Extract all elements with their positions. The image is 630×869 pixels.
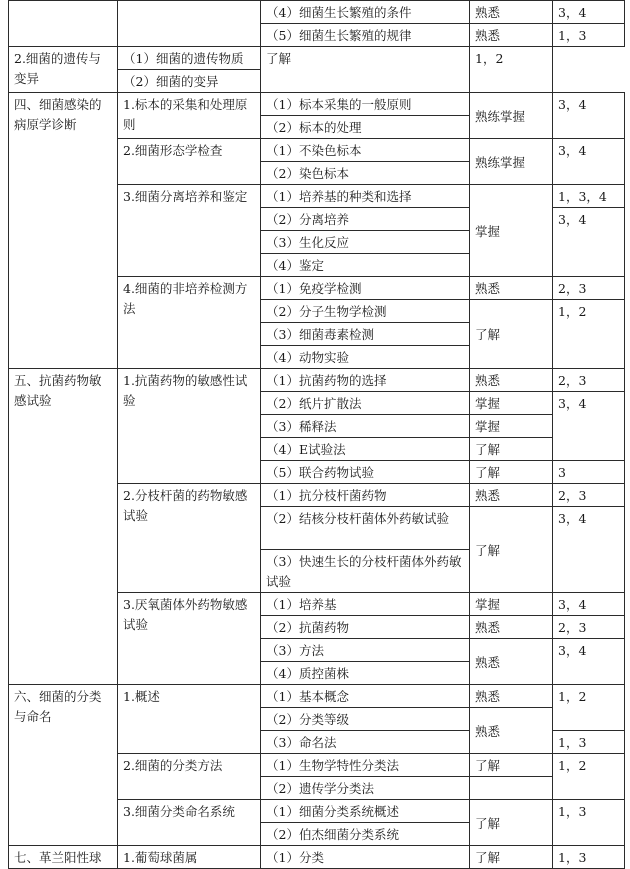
content-cell: （3）快速生长的分枝杆菌体外药敏试验 bbox=[261, 550, 470, 593]
content-cell: （5）联合药物试验 bbox=[261, 461, 470, 484]
level-cell: 了解 bbox=[261, 47, 470, 93]
content-cell: （5）细菌生长繁殖的规律 bbox=[261, 24, 470, 47]
level-cell: 熟悉 bbox=[470, 1, 553, 24]
unit-cell: 3，4 bbox=[553, 93, 625, 139]
topic-cell: 七、革兰阳性球 bbox=[9, 846, 118, 869]
content-cell: （1）标本采集的一般原则 bbox=[261, 93, 470, 116]
content-cell: （1）细菌的遗传物质 bbox=[118, 47, 261, 70]
subtopic-cell: 2.分枝杆菌的药物敏感试验 bbox=[118, 484, 261, 593]
level-cell: 了解 bbox=[470, 800, 553, 846]
level-cell: 熟悉 bbox=[470, 484, 553, 507]
content-cell: （4）质控菌株 bbox=[261, 662, 470, 685]
level-cell: 掌握 bbox=[470, 415, 553, 438]
subtopic-cell: 2.细菌形态学检查 bbox=[118, 139, 261, 185]
content-cell: （4）E试验法 bbox=[261, 438, 470, 461]
level-cell: 熟悉 bbox=[470, 639, 553, 685]
unit-cell: 1，2 bbox=[553, 754, 625, 800]
topic-cell bbox=[9, 1, 118, 47]
content-cell: （2）纸片扩散法 bbox=[261, 392, 470, 415]
subtopic-cell: 1.标本的采集和处理原则 bbox=[118, 93, 261, 139]
unit-cell: 2，3 bbox=[553, 277, 625, 300]
unit-cell: 1，3 bbox=[553, 731, 625, 754]
level-cell: 熟悉 bbox=[470, 708, 553, 754]
table-row bbox=[9, 47, 625, 70]
level-cell: 了解 bbox=[470, 754, 553, 777]
unit-cell: 3，4 bbox=[553, 392, 625, 461]
content-cell: （2）细菌的变异 bbox=[118, 70, 261, 93]
content-cell: （2）分子生物学检测 bbox=[261, 300, 470, 323]
level-cell: 熟悉 bbox=[470, 277, 553, 300]
subtopic-cell: 1.葡萄球菌属 bbox=[118, 846, 261, 869]
content-cell: （2）遗传学分类法 bbox=[261, 777, 470, 800]
topic-cell: 六、细菌的分类与命名 bbox=[9, 685, 118, 846]
content-cell: （1）基本概念 bbox=[261, 685, 470, 708]
unit-cell: 1，3 bbox=[553, 800, 625, 846]
unit-cell: 3 bbox=[553, 461, 625, 484]
level-cell: 熟练掌握 bbox=[470, 93, 553, 139]
content-cell: （1）不染色标本 bbox=[261, 139, 470, 162]
subtopic-cell: 2.细菌的分类方法 bbox=[118, 754, 261, 800]
content-cell: （1）细菌分类系统概述 bbox=[261, 800, 470, 823]
unit-cell: 1，2 bbox=[553, 685, 625, 731]
content-cell: （3）命名法 bbox=[261, 731, 470, 754]
unit-cell: 1，3 bbox=[553, 846, 625, 869]
level-cell: 熟悉 bbox=[470, 369, 553, 392]
content-cell: （3）方法 bbox=[261, 639, 470, 662]
table-row bbox=[9, 685, 625, 708]
level-cell: 掌握 bbox=[470, 185, 553, 277]
unit-cell: 3，4 bbox=[553, 208, 625, 277]
level-cell: 了解 bbox=[470, 846, 553, 869]
table-row bbox=[9, 846, 625, 869]
content-cell: （1）培养基的种类和选择 bbox=[261, 185, 470, 208]
level-cell: 了解 bbox=[470, 300, 553, 369]
level-cell: 熟悉 bbox=[470, 685, 553, 708]
content-cell: （1）抗分枝杆菌药物 bbox=[261, 484, 470, 507]
subtopic-cell: 3.细菌分类命名系统 bbox=[118, 800, 261, 846]
content-cell: （3）细菌毒素检测 bbox=[261, 323, 470, 346]
content-cell: （1）培养基 bbox=[261, 593, 470, 616]
unit-cell: 2，3 bbox=[553, 616, 625, 639]
content-cell: （1）抗菌药物的选择 bbox=[261, 369, 470, 392]
content-cell: （3）生化反应 bbox=[261, 231, 470, 254]
level-cell bbox=[470, 777, 553, 800]
content-cell: （2）结核分枝杆菌体外药敏试验 bbox=[261, 507, 470, 550]
syllabus-table bbox=[8, 0, 625, 869]
unit-cell: 1，2 bbox=[470, 47, 553, 93]
subtopic-cell: 4.细菌的非培养检测方法 bbox=[118, 277, 261, 369]
content-cell: （1）免疫学检测 bbox=[261, 277, 470, 300]
unit-cell: 2，3 bbox=[553, 369, 625, 392]
table-row bbox=[9, 369, 625, 392]
content-cell: （2）标本的处理 bbox=[261, 116, 470, 139]
content-cell: （2）伯杰细菌分类系统 bbox=[261, 823, 470, 846]
subtopic-cell: 3.厌氧菌体外药物敏感试验 bbox=[118, 593, 261, 685]
unit-cell: 3，4 bbox=[553, 139, 625, 185]
content-cell: （1）分类 bbox=[261, 846, 470, 869]
unit-cell: 3，4 bbox=[553, 507, 625, 593]
table-row bbox=[9, 1, 625, 24]
unit-cell: 1，2 bbox=[553, 300, 625, 369]
level-cell: 掌握 bbox=[470, 593, 553, 616]
level-cell: 了解 bbox=[470, 507, 553, 593]
content-cell: （2）分类等级 bbox=[261, 708, 470, 731]
subtopic-cell bbox=[118, 1, 261, 47]
level-cell: 熟悉 bbox=[470, 616, 553, 639]
unit-cell: 3，4 bbox=[553, 593, 625, 616]
unit-cell: 1，3，4 bbox=[553, 185, 625, 208]
content-cell: （3）稀释法 bbox=[261, 415, 470, 438]
unit-cell: 3，4 bbox=[553, 1, 625, 24]
table-row bbox=[9, 93, 625, 116]
level-cell: 掌握 bbox=[470, 392, 553, 415]
content-cell: （2）分离培养 bbox=[261, 208, 470, 231]
level-cell: 熟悉 bbox=[470, 24, 553, 47]
level-cell: 了解 bbox=[470, 461, 553, 484]
topic-cell: 四、细菌感染的病原学诊断 bbox=[9, 93, 118, 369]
level-cell: 熟练掌握 bbox=[470, 139, 553, 185]
subtopic-cell: 1.抗菌药物的敏感性试验 bbox=[118, 369, 261, 484]
content-cell: （4）动物实验 bbox=[261, 346, 470, 369]
topic-cell: 五、抗菌药物敏感试验 bbox=[9, 369, 118, 685]
content-cell: （4）鉴定 bbox=[261, 254, 470, 277]
subtopic-cell: 1.概述 bbox=[118, 685, 261, 754]
unit-cell: 3，4 bbox=[553, 639, 625, 685]
content-cell: （2）染色标本 bbox=[261, 162, 470, 185]
unit-cell: 2，3 bbox=[553, 484, 625, 507]
level-cell: 了解 bbox=[470, 438, 553, 461]
subtopic-cell: 2.细菌的遗传与变异 bbox=[9, 47, 118, 93]
content-cell: （1）生物学特性分类法 bbox=[261, 754, 470, 777]
content-cell: （4）细菌生长繁殖的条件 bbox=[261, 1, 470, 24]
unit-cell: 1，3 bbox=[553, 24, 625, 47]
content-cell: （2）抗菌药物 bbox=[261, 616, 470, 639]
subtopic-cell: 3.细菌分离培养和鉴定 bbox=[118, 185, 261, 277]
